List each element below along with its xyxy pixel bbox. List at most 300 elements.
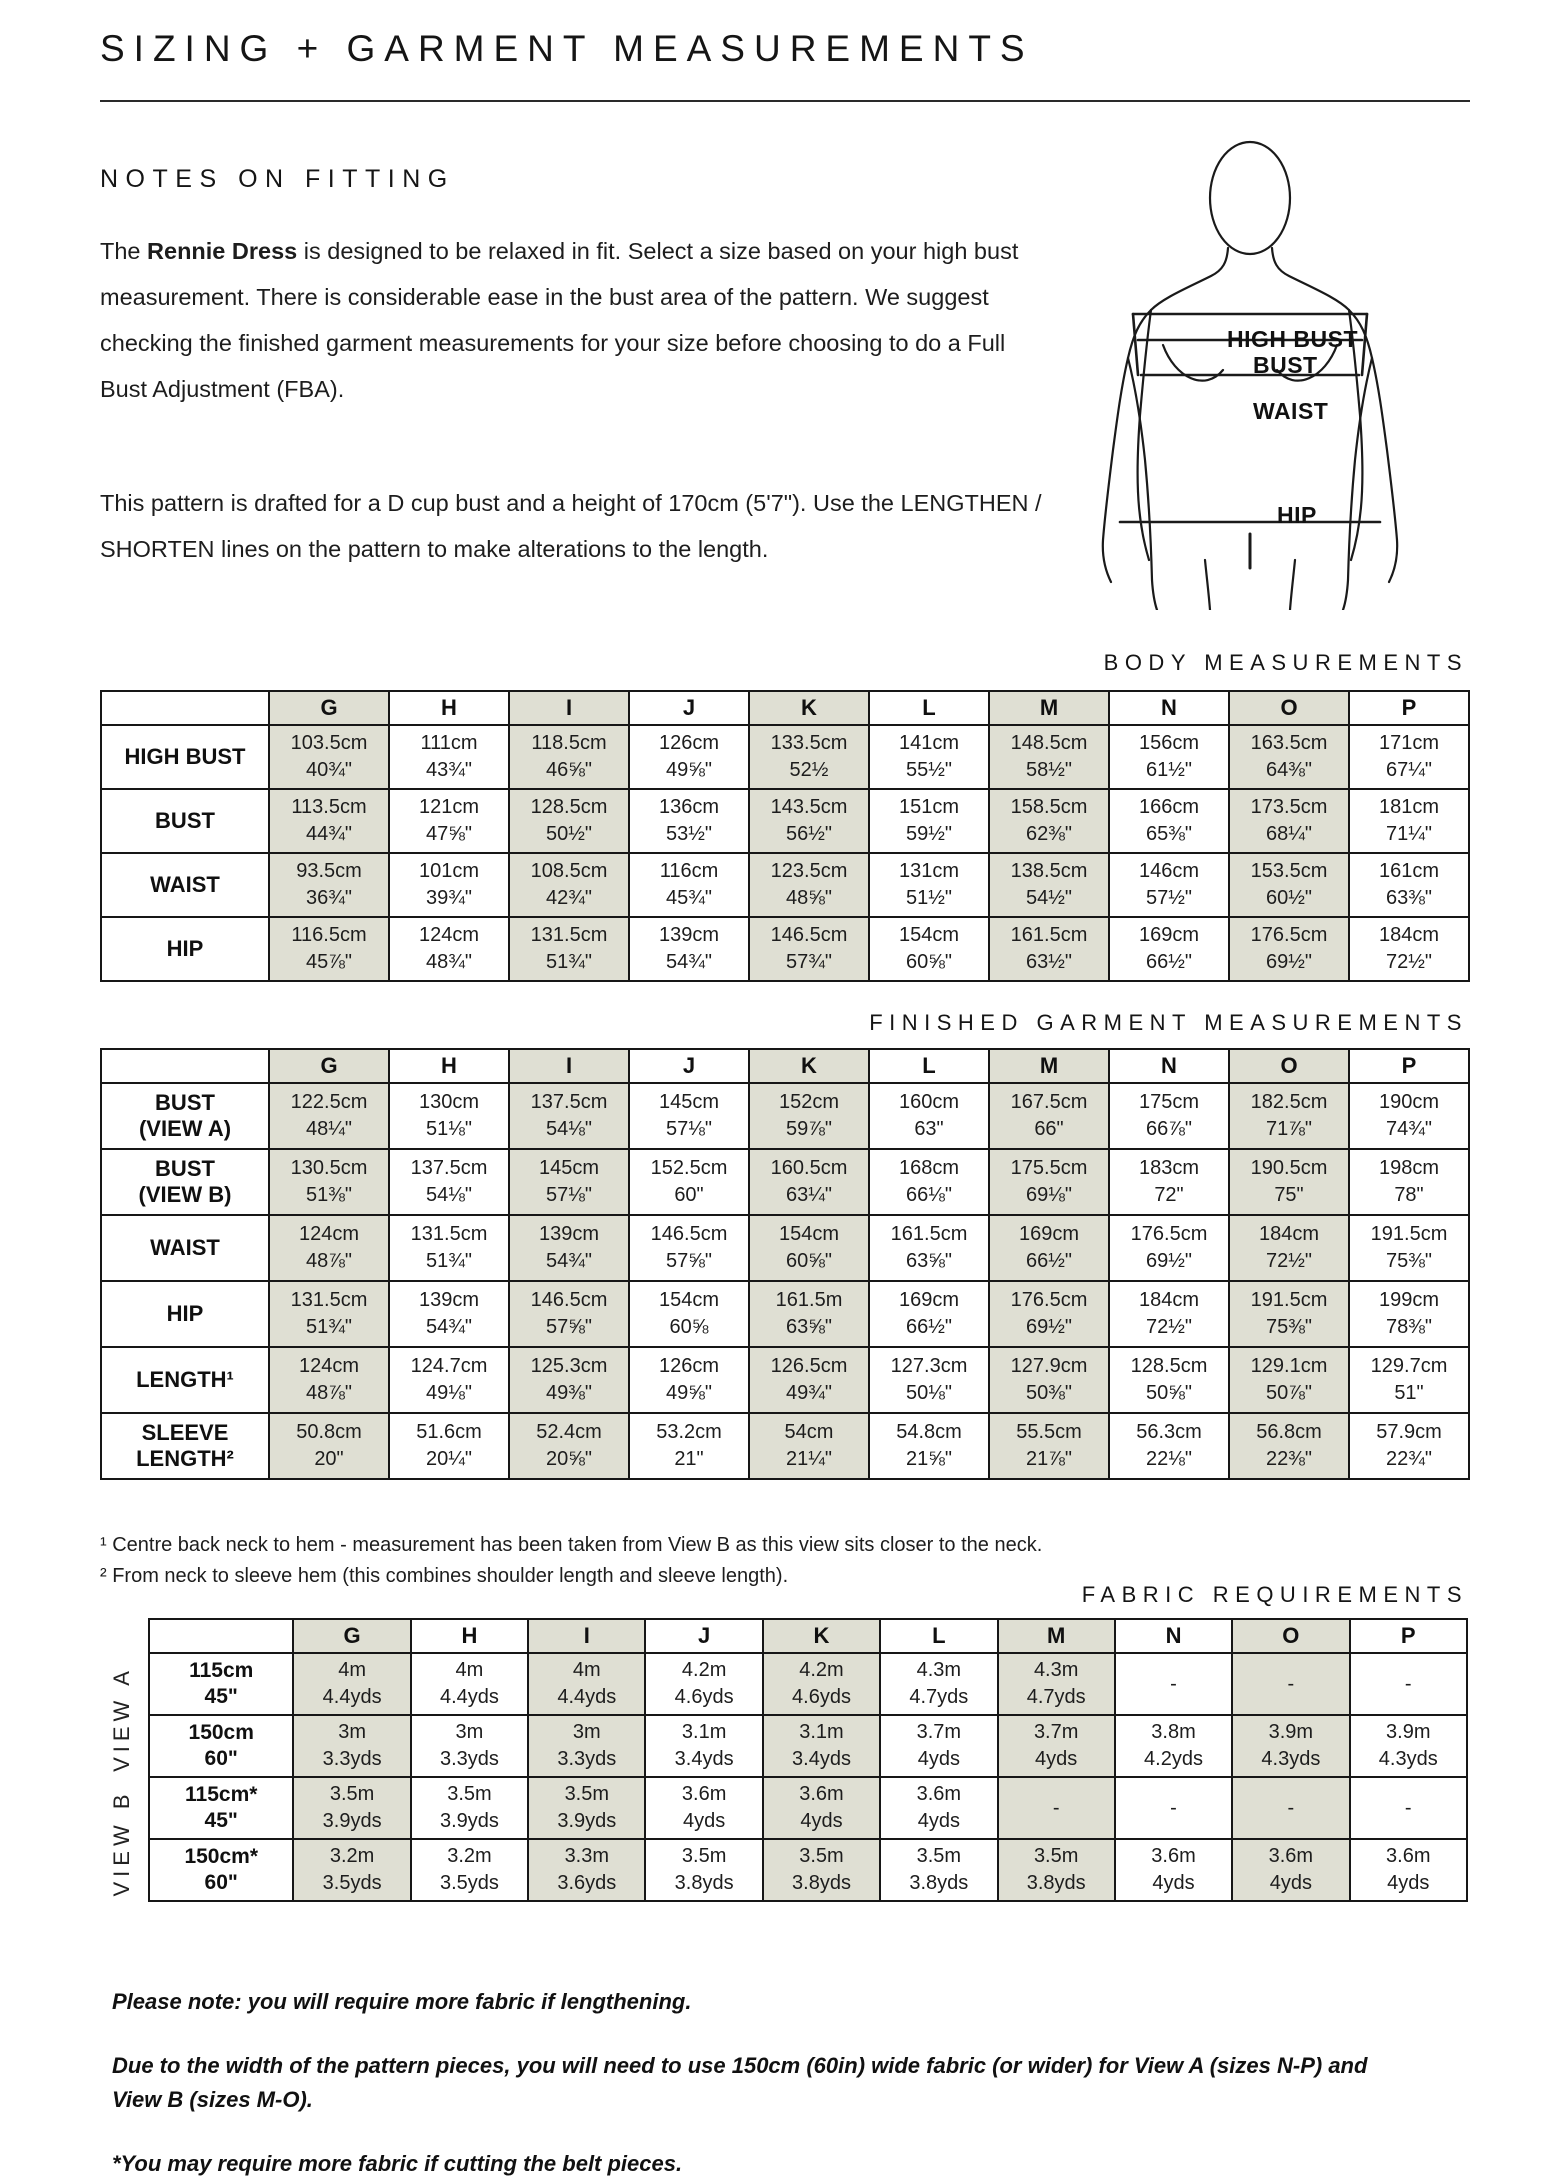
measurement-cell xyxy=(389,853,509,917)
value-secondary: 50⅛" xyxy=(905,1382,953,1404)
value-primary: 131.5cm xyxy=(290,1289,368,1311)
measurement-cell xyxy=(411,1715,528,1777)
table-row xyxy=(101,1215,1469,1281)
finished-measurements-table xyxy=(100,1048,1470,1480)
value-secondary: 48⅞" xyxy=(305,1382,353,1404)
size-header-o: O xyxy=(1229,1049,1349,1083)
bottom-note-3: *You may require more fabric if cutting the belt pieces. xyxy=(112,2151,683,2176)
measurement-cell xyxy=(629,1281,749,1347)
value-primary: 55.5cm xyxy=(1016,1421,1082,1443)
finished-measurements-body xyxy=(101,1083,1469,1479)
measurement-cell xyxy=(1349,1281,1469,1347)
row-label-line-1: WAIST xyxy=(150,1235,220,1260)
size-header-m: M xyxy=(998,1619,1115,1653)
measurement-cell xyxy=(989,789,1109,853)
value-primary: 56.8cm xyxy=(1256,1421,1322,1443)
value-primary: 169cm xyxy=(1018,1223,1080,1245)
table-row xyxy=(101,789,1469,853)
measurement-cell xyxy=(293,1653,410,1715)
value-secondary: 69½" xyxy=(1025,1316,1073,1338)
value-secondary: 50⅞" xyxy=(1265,1382,1313,1404)
measurement-cell xyxy=(869,917,989,981)
value-secondary: 57¾" xyxy=(785,951,833,973)
measurement-cell xyxy=(1109,1215,1229,1281)
measurement-cell xyxy=(989,1347,1109,1413)
value-secondary: 3.5yds xyxy=(439,1872,499,1894)
row-label-line-1: 115cm* xyxy=(185,1783,258,1806)
measurement-cell xyxy=(749,789,869,853)
value-secondary: 4.3yds xyxy=(1261,1748,1321,1770)
value-primary: 154cm xyxy=(898,924,960,946)
measurement-cell xyxy=(389,725,509,789)
value-primary: 199cm xyxy=(1378,1289,1440,1311)
value-secondary: 63⅜" xyxy=(1385,887,1433,909)
value-primary: 4m xyxy=(455,1659,484,1681)
title-divider xyxy=(100,100,1470,102)
value-secondary: 52½ xyxy=(789,759,829,781)
measurement-cell xyxy=(1349,725,1469,789)
measurement-cell xyxy=(645,1839,762,1901)
table-corner-cell xyxy=(149,1619,293,1653)
value-primary: 152cm xyxy=(778,1091,840,1113)
value-primary: 3.5m xyxy=(329,1783,375,1805)
value-primary: 171cm xyxy=(1378,732,1440,754)
value-primary: 152.5cm xyxy=(650,1157,728,1179)
value-primary: 136cm xyxy=(658,796,720,818)
measurement-cell xyxy=(1229,1281,1349,1347)
value-primary: 124cm xyxy=(298,1355,360,1377)
row-label: HIP xyxy=(101,917,269,981)
row-label xyxy=(101,1215,269,1281)
value-primary: - xyxy=(1052,1796,1060,1819)
value-primary: 124cm xyxy=(298,1223,360,1245)
value-secondary: 4.3yds xyxy=(1378,1748,1438,1770)
value-primary: 154cm xyxy=(658,1289,720,1311)
measurement-cell xyxy=(389,1347,509,1413)
size-header-k: K xyxy=(749,691,869,725)
table-row xyxy=(149,1777,1467,1839)
figure-label-hip: HIP xyxy=(1277,502,1317,528)
value-secondary: 54¾" xyxy=(665,951,713,973)
size-header-p: P xyxy=(1349,1049,1469,1083)
value-primary: 3.1m xyxy=(799,1721,844,1743)
size-header-p: P xyxy=(1349,691,1469,725)
value-primary: 169cm xyxy=(1138,924,1200,946)
measurement-cell xyxy=(1232,1715,1349,1777)
value-secondary: 46⅝" xyxy=(545,759,593,781)
measurement-cell xyxy=(1349,917,1469,981)
value-primary: 126cm xyxy=(658,732,720,754)
row-label xyxy=(101,1281,269,1347)
figure-label-high-bust: HIGH BUST xyxy=(1227,326,1358,352)
value-secondary: 3.3yds xyxy=(439,1748,499,1770)
value-primary: 50.8cm xyxy=(296,1421,362,1443)
value-primary: 125.3cm xyxy=(530,1355,608,1377)
measurement-cell xyxy=(509,1215,629,1281)
measurement-cell xyxy=(998,1839,1115,1901)
value-secondary: 4.6yds xyxy=(792,1686,851,1708)
value-primary: 3.8m xyxy=(1151,1721,1196,1743)
table-header-row xyxy=(101,691,1469,725)
measurement-cell xyxy=(629,1215,749,1281)
measurement-cell xyxy=(869,1149,989,1215)
row-label xyxy=(101,1149,269,1215)
measurement-cell xyxy=(1109,789,1229,853)
measurement-cell xyxy=(1109,1083,1229,1149)
value-primary: 163.5cm xyxy=(1250,732,1328,754)
value-secondary: 22⅛" xyxy=(1145,1448,1193,1470)
measurement-cell xyxy=(528,1777,645,1839)
value-primary: 183cm xyxy=(1138,1157,1200,1179)
row-label xyxy=(101,1083,269,1149)
measurement-cell xyxy=(869,725,989,789)
measurement-cell xyxy=(509,1413,629,1479)
size-header-l: L xyxy=(880,1619,997,1653)
measurement-cell xyxy=(389,789,509,853)
row-label-line-1: SLEEVE xyxy=(141,1420,229,1445)
value-primary: 161.5cm xyxy=(1010,924,1088,946)
value-secondary: 63⅝" xyxy=(785,1316,833,1338)
value-secondary: 71¼" xyxy=(1385,823,1433,845)
measurement-cell xyxy=(1232,1839,1349,1901)
value-primary: 3.9m xyxy=(1268,1721,1314,1743)
measurement-cell xyxy=(1350,1839,1467,1901)
measurement-cell xyxy=(749,1281,869,1347)
value-primary: 111cm xyxy=(420,732,478,754)
value-primary: 122.5cm xyxy=(290,1091,368,1113)
notes-p1-pre: The xyxy=(100,238,148,264)
measurement-cell xyxy=(1115,1653,1232,1715)
measurement-cell xyxy=(1115,1715,1232,1777)
measurement-cell xyxy=(989,1215,1109,1281)
measurement-cell xyxy=(869,789,989,853)
body-measurement-diagram xyxy=(1055,130,1455,610)
finished-measurements-title: FINISHED GARMENT MEASUREMENTS xyxy=(869,1010,1468,1035)
value-primary: 168cm xyxy=(898,1157,960,1179)
value-secondary: 72" xyxy=(1154,1184,1184,1206)
row-label-line-1: 150cm xyxy=(188,1721,254,1744)
value-secondary: 47⅝" xyxy=(425,823,473,845)
row-label-line-2: 45" xyxy=(204,1685,238,1708)
measurement-cell xyxy=(1109,917,1229,981)
notes-p1-post: is designed to be relaxed in fit. Select a size based on your high bust measurement. There is considerable ease in the bust area of the pattern. We suggest checking the finished garment measurements for your size before choosing to do a Full Bust Adjustment (FBA). xyxy=(100,238,1019,402)
value-primary: 124.7cm xyxy=(410,1355,488,1377)
measurement-cell xyxy=(749,1347,869,1413)
value-secondary: 53½" xyxy=(665,823,713,845)
page-title: SIZING + GARMENT MEASUREMENTS xyxy=(100,28,1034,69)
value-primary: 127.9cm xyxy=(1010,1355,1088,1377)
size-header-i: I xyxy=(509,1049,629,1083)
row-label-line-1: 115cm xyxy=(189,1659,254,1682)
measurement-cell xyxy=(1349,1413,1469,1479)
row-label-line-2: (VIEW B) xyxy=(138,1182,232,1207)
value-secondary: 60" xyxy=(674,1184,704,1206)
measurement-cell xyxy=(269,789,389,853)
value-primary: 126.5cm xyxy=(770,1355,848,1377)
measurement-cell xyxy=(998,1777,1115,1839)
measurement-cell xyxy=(1109,853,1229,917)
size-header-o: O xyxy=(1229,691,1349,725)
value-secondary: 3.9yds xyxy=(322,1810,382,1832)
value-secondary: 78" xyxy=(1394,1184,1424,1206)
measurement-cell xyxy=(509,789,629,853)
value-secondary: 49⅝" xyxy=(665,1382,713,1404)
value-primary: 128.5cm xyxy=(1130,1355,1208,1377)
measurement-cell xyxy=(989,1149,1109,1215)
value-secondary: 54¾" xyxy=(545,1250,593,1272)
value-primary: 145cm xyxy=(538,1157,600,1179)
value-primary: 3.7m xyxy=(916,1721,962,1743)
measurement-cell xyxy=(269,1281,389,1347)
value-primary: 3.7m xyxy=(1033,1721,1079,1743)
value-secondary: 62⅜" xyxy=(1025,823,1073,845)
fabric-requirements-title: FABRIC REQUIREMENTS xyxy=(1081,1582,1468,1607)
measurement-cell xyxy=(1229,1215,1349,1281)
value-primary: 116cm xyxy=(659,860,719,882)
size-header-p: P xyxy=(1350,1619,1467,1653)
measurement-cell xyxy=(869,1215,989,1281)
measurement-cell xyxy=(645,1653,762,1715)
value-secondary: 3.8yds xyxy=(674,1872,734,1894)
value-secondary: 4.4yds xyxy=(557,1686,617,1708)
measurement-cell xyxy=(1109,1281,1229,1347)
value-primary: 3.3m xyxy=(564,1845,610,1867)
size-header-i: I xyxy=(528,1619,645,1653)
value-primary: 190cm xyxy=(1378,1091,1440,1113)
measurement-cell xyxy=(293,1839,410,1901)
value-primary: 146.5cm xyxy=(770,924,848,946)
row-label-line-1: 150cm* xyxy=(184,1845,258,1868)
value-primary: 173.5cm xyxy=(1250,796,1328,818)
value-primary: - xyxy=(1404,1796,1412,1819)
row-label: WAIST xyxy=(101,853,269,917)
value-secondary: 66" xyxy=(1034,1118,1064,1140)
measurement-cell xyxy=(509,853,629,917)
measurement-cell xyxy=(1229,789,1349,853)
value-primary: 158.5cm xyxy=(1010,796,1088,818)
value-secondary: 66½" xyxy=(1145,951,1193,973)
value-secondary: 4.6yds xyxy=(674,1686,734,1708)
row-label-line-1: BUST xyxy=(155,1090,215,1115)
measurement-cell xyxy=(269,917,389,981)
view-b-label: VIEW B xyxy=(109,1789,134,1897)
value-primary: 4.2m xyxy=(681,1659,727,1681)
row-label xyxy=(149,1777,293,1839)
value-primary: 52.4cm xyxy=(536,1421,602,1443)
value-primary: - xyxy=(1404,1672,1412,1695)
value-primary: 190.5cm xyxy=(1250,1157,1328,1179)
row-label xyxy=(101,1413,269,1479)
measurement-cell xyxy=(1229,725,1349,789)
measurement-cell xyxy=(998,1653,1115,1715)
size-header-o: O xyxy=(1232,1619,1349,1653)
measurement-cell xyxy=(869,1413,989,1479)
measurement-cell xyxy=(1229,1413,1349,1479)
value-primary: - xyxy=(1170,1672,1177,1695)
value-primary: 127.3cm xyxy=(890,1355,968,1377)
value-secondary: 72½" xyxy=(1385,951,1433,973)
size-header-k: K xyxy=(763,1619,880,1653)
row-label-line-1: LENGTH¹ xyxy=(136,1367,234,1392)
measurement-cell xyxy=(989,917,1109,981)
value-secondary: 48¾" xyxy=(425,951,473,973)
row-label xyxy=(149,1839,293,1901)
size-header-l: L xyxy=(869,691,989,725)
value-primary: 3.2m xyxy=(329,1845,375,1867)
value-primary: 3.5m xyxy=(1033,1845,1079,1867)
row-label-line-2: (VIEW A) xyxy=(138,1116,232,1141)
measurement-cell xyxy=(1229,1083,1349,1149)
size-header-h: H xyxy=(411,1619,528,1653)
value-primary: 54.8cm xyxy=(896,1421,962,1443)
value-secondary: 4yds xyxy=(917,1810,960,1832)
size-header-g: G xyxy=(293,1619,410,1653)
size-header-j: J xyxy=(629,1049,749,1083)
size-header-n: N xyxy=(1109,1049,1229,1083)
value-secondary: 60⅝ xyxy=(669,1316,709,1338)
measurement-cell xyxy=(411,1653,528,1715)
measurement-cell xyxy=(1349,853,1469,917)
value-secondary: 61½" xyxy=(1145,759,1193,781)
value-secondary: 74¾" xyxy=(1385,1118,1433,1140)
value-secondary: 51½" xyxy=(905,887,953,909)
value-secondary: 66½" xyxy=(905,1316,953,1338)
value-secondary: 4.7yds xyxy=(1026,1686,1086,1708)
value-secondary: 57½" xyxy=(1145,887,1193,909)
value-secondary: 51⅛" xyxy=(425,1118,473,1140)
value-primary: 137.5cm xyxy=(530,1091,608,1113)
value-primary: 4.2m xyxy=(799,1659,844,1681)
measurement-cell xyxy=(1229,853,1349,917)
value-secondary: 3.9yds xyxy=(557,1810,617,1832)
value-secondary: 21⅝" xyxy=(905,1448,953,1470)
value-primary: 191.5cm xyxy=(1370,1223,1448,1245)
measurement-cell xyxy=(749,1215,869,1281)
value-secondary: 3.8yds xyxy=(909,1872,969,1894)
measurement-cell xyxy=(1232,1777,1349,1839)
size-header-n: N xyxy=(1115,1619,1232,1653)
value-primary: 3.5m xyxy=(916,1845,962,1867)
value-secondary: 22⅜" xyxy=(1265,1448,1313,1470)
row-label xyxy=(149,1653,293,1715)
table-row xyxy=(149,1715,1467,1777)
value-primary: 176.5cm xyxy=(1250,924,1328,946)
value-secondary: 3.9yds xyxy=(439,1810,499,1832)
value-secondary: 4.7yds xyxy=(909,1686,969,1708)
value-secondary: 58½" xyxy=(1025,759,1073,781)
measurement-cell xyxy=(629,1083,749,1149)
size-header-k: K xyxy=(749,1049,869,1083)
value-primary: 118.5cm xyxy=(531,732,607,754)
value-primary: 167.5cm xyxy=(1010,1091,1088,1113)
value-secondary: 66⅛" xyxy=(905,1184,953,1206)
value-primary: 101cm xyxy=(418,860,480,882)
value-secondary: 3.4yds xyxy=(674,1748,734,1770)
figure-label-waist: WAIST xyxy=(1253,398,1329,424)
value-primary: 169cm xyxy=(898,1289,960,1311)
footnote-2: ² From neck to sleeve hem (this combines shoulder length and sleeve length). xyxy=(100,1565,789,1587)
table-header-row xyxy=(101,1049,1469,1083)
value-primary: 160.5cm xyxy=(770,1157,848,1179)
measurement-cell xyxy=(528,1839,645,1901)
fabric-requirements-body xyxy=(149,1653,1467,1901)
value-primary: 108.5cm xyxy=(530,860,608,882)
value-secondary: 4.4yds xyxy=(322,1686,382,1708)
value-secondary: 55½" xyxy=(905,759,953,781)
size-header-l: L xyxy=(869,1049,989,1083)
measurement-cell xyxy=(869,1083,989,1149)
footnote-1: ¹ Centre back neck to hem - measurement has been taken from View B as this view sits closer to the neck. xyxy=(100,1534,1043,1556)
measurement-cell xyxy=(1229,917,1349,981)
value-secondary: 21⅞" xyxy=(1025,1448,1073,1470)
size-header-j: J xyxy=(629,691,749,725)
value-primary: 3m xyxy=(572,1721,601,1743)
value-secondary: 21" xyxy=(674,1448,704,1470)
measurement-cell xyxy=(1349,1149,1469,1215)
value-primary: 143.5cm xyxy=(770,796,848,818)
value-primary: 156cm xyxy=(1138,732,1200,754)
body-measurements-body xyxy=(101,725,1469,981)
measurement-cell xyxy=(1115,1839,1232,1901)
value-primary: 146.5cm xyxy=(530,1289,608,1311)
value-secondary: 3.5yds xyxy=(322,1872,382,1894)
value-primary: 3.5m xyxy=(681,1845,727,1867)
measurement-cell xyxy=(411,1839,528,1901)
measurement-cell xyxy=(1229,1149,1349,1215)
value-secondary: 20¼" xyxy=(425,1448,473,1470)
value-primary: 3m xyxy=(455,1721,484,1743)
value-secondary: 44¾" xyxy=(305,823,353,845)
value-primary: 57.9cm xyxy=(1376,1421,1442,1443)
value-primary: 139cm xyxy=(538,1223,600,1245)
value-primary: 3.2m xyxy=(447,1845,492,1867)
table-row xyxy=(101,917,1469,981)
value-primary: 166cm xyxy=(1138,796,1200,818)
size-header-g: G xyxy=(269,1049,389,1083)
value-secondary: 40¾" xyxy=(305,759,353,781)
size-header-h: H xyxy=(389,691,509,725)
row-label-line-2: 60" xyxy=(204,1871,238,1894)
value-primary: 129.7cm xyxy=(1370,1355,1448,1377)
value-secondary: 4yds xyxy=(1269,1872,1312,1894)
measurement-cell xyxy=(763,1653,880,1715)
value-secondary: 75" xyxy=(1274,1184,1304,1206)
value-primary: 3.5m xyxy=(447,1783,492,1805)
measurement-cell xyxy=(763,1777,880,1839)
value-secondary: 51¾" xyxy=(425,1250,473,1272)
value-secondary: 4.4yds xyxy=(439,1686,499,1708)
value-primary: 3.6m xyxy=(681,1783,727,1805)
value-secondary: 63" xyxy=(914,1118,944,1140)
measurement-cell xyxy=(1350,1653,1467,1715)
value-primary: 121cm xyxy=(418,796,480,818)
measurement-cell xyxy=(1349,1347,1469,1413)
value-secondary: 45¾" xyxy=(665,887,713,909)
value-secondary: 50⅝" xyxy=(1145,1382,1193,1404)
value-primary: 129.1cm xyxy=(1250,1355,1328,1377)
measurement-cell xyxy=(389,1281,509,1347)
value-secondary: 48¼" xyxy=(305,1118,353,1140)
value-primary: 51.6cm xyxy=(416,1421,482,1443)
value-primary: 175cm xyxy=(1138,1091,1200,1113)
measurement-cell xyxy=(645,1777,762,1839)
value-secondary: 57⅝" xyxy=(665,1250,713,1272)
value-secondary: 49¾" xyxy=(785,1382,833,1404)
measurement-cell xyxy=(509,725,629,789)
value-primary: 198cm xyxy=(1378,1157,1440,1179)
measurement-cell xyxy=(528,1653,645,1715)
measurement-cell xyxy=(389,1215,509,1281)
